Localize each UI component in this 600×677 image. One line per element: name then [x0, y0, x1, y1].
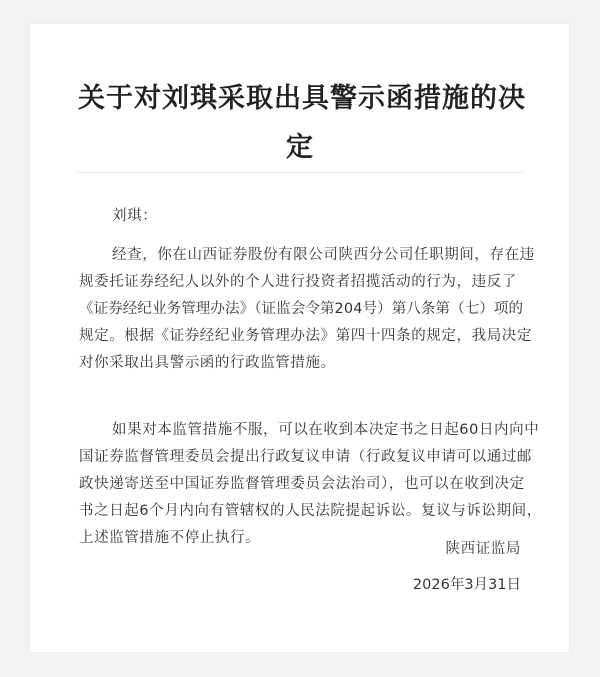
paragraph-line: 政快递寄送至中国证券监督管理委员会法治司），也可以在收到决定: [79, 476, 525, 492]
paragraph-line: 国证券监督管理委员会提出行政复议申请（行政复议申请可以通过邮: [79, 449, 532, 465]
paragraph-line: 上述监管措施不停止执行。: [79, 530, 261, 546]
title-line-2: 定: [286, 132, 314, 163]
paragraph-line: 如果对本监管措施不服，可以在收到本决定书之日起60日内向中: [112, 422, 540, 438]
paragraph-line: 《证券经纪业务管理办法》（证监会令第204号）第八条第（七）项的: [79, 301, 524, 317]
issuer-signature: 陕西证监局: [445, 541, 521, 557]
issue-date: 2026年3月31日: [412, 577, 521, 593]
document-title: [78, 74, 526, 172]
paragraph-line: 经查，你在山西证券股份有限公司陕西分公司任职期间，存在违: [112, 247, 535, 263]
paragraph-line: 对你采取出具警示函的行政监管措施。: [79, 355, 336, 371]
title-line-1: 关于对刘琪采取出具警示函措施的决: [78, 83, 526, 114]
salutation: [79, 203, 524, 230]
document-card: [30, 24, 569, 652]
title-divider: [78, 172, 522, 173]
paragraph-line: 书之日起6个月内向有管辖权的人民法院提起诉讼。复议与诉讼期间，: [79, 503, 542, 519]
salutation-text: 刘琪：: [112, 208, 158, 224]
paragraph-line: 规委托证券经纪人以外的个人进行投资者招揽活动的行为，违反了: [79, 274, 517, 290]
paragraph-line: 规定。根据《证券经纪业务管理办法》第四十四条的规定，我局决定: [79, 328, 532, 344]
paragraph-findings: [79, 242, 535, 377]
paragraph-appeal-rights: [79, 417, 542, 552]
